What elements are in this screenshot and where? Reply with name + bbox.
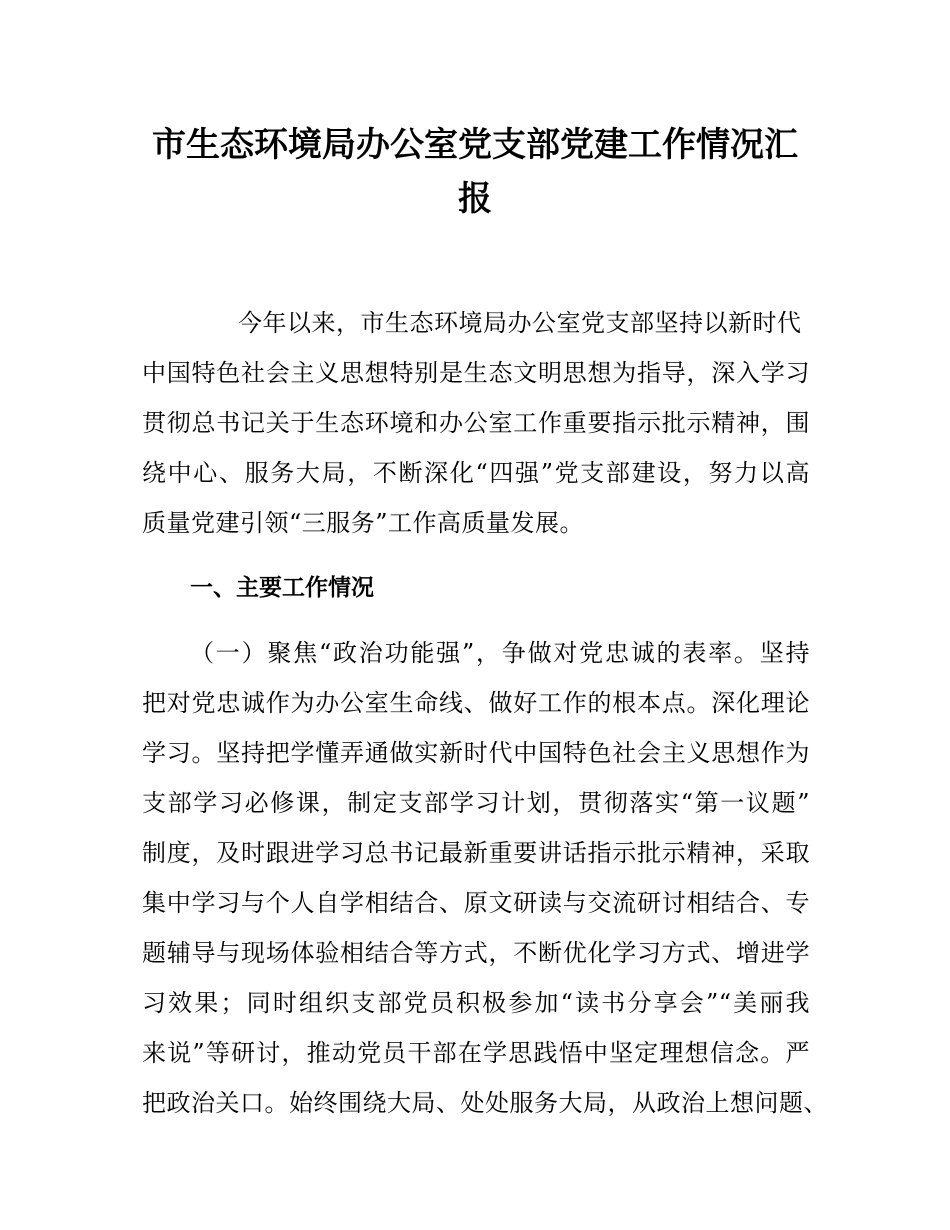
section-line-9: 来说”等研讨，推动党员干部在学思践悟中坚定理想信念。严 [142,1039,810,1067]
section-line-6: 集中学习与个人自学相结合、原文研读与交流研讨相结合、专 [142,889,810,917]
section-line-3: 学习。坚持把学懂弄通做实新时代中国特色社会主义思想作为 [142,739,810,767]
section-line-7: 题辅导与现场体验相结合等方式，不断优化学习方式、增进学 [142,939,810,967]
intro-line-5: 质量党建引领“三服务”工作高质量发展。 [142,509,585,537]
document-title [100,118,850,226]
section-line-10: 把政治关口。始终围绕大局、处处服务大局，从政治上想问题、 [142,1089,828,1117]
intro-line-1: 今年以来，市生态环境局办公室党支部坚持以新时代 [238,309,802,337]
intro-line-3: 贯彻总书记关于生态环境和办公室工作重要指示批示精神，围 [142,409,810,437]
intro-line-2: 中国特色社会主义思想特别是生态文明思想为指导，深入学习 [142,359,810,387]
title-line-1: 市生态环境局办公室党支部党建工作情况汇 [152,125,798,165]
section-line-1: （一）聚焦“政治功能强”，争做对党忠诚的表率。坚持 [190,639,810,667]
section-line-4: 支部学习必修课，制定支部学习计划，贯彻落实“第一议题” [142,789,810,817]
title-line-2: 报 [458,179,492,219]
section-line-2: 把对党忠诚作为办公室生命线、做好工作的根本点。深化理论 [142,689,810,717]
section-heading: 一、主要工作情况 [190,575,374,601]
section-line-8: 习效果；同时组织支部党员积极参加“读书分享会”“美丽我 [142,989,810,1017]
section-line-5: 制度，及时跟进学习总书记最新重要讲话指示批示精神，采取 [142,839,810,867]
intro-line-4: 绕中心、服务大局，不断深化“四强”党支部建设，努力以高 [142,459,810,487]
